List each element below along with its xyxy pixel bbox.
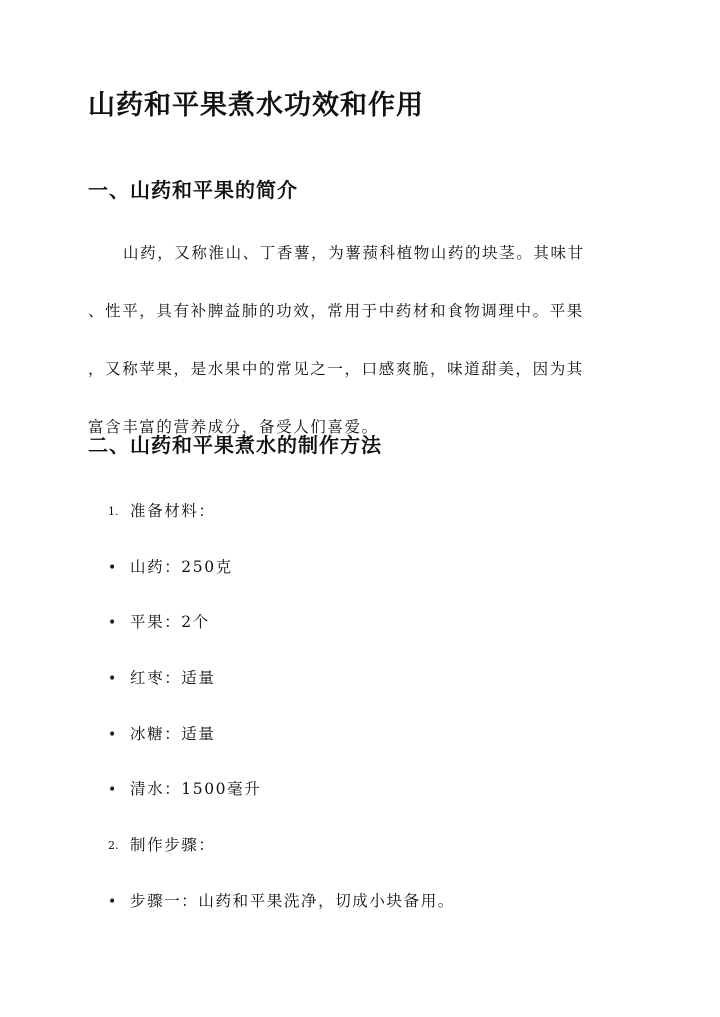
list-number: 1. (108, 505, 119, 518)
bullet-icon: • (108, 671, 117, 687)
paragraph-line: 山药，又称淮山、丁香薯，为薯蓣科植物山药的块茎。其味甘 (123, 244, 585, 262)
section-heading-intro: 一、山药和平果的简介 (88, 178, 298, 202)
document-title: 山药和平果煮水功效和作用 (88, 90, 424, 121)
bullet-icon: • (108, 727, 117, 743)
list-number: 2. (108, 839, 119, 852)
list-item (108, 610, 210, 635)
paragraph-line: 、性平，具有补脾益肺的功效，常用于中药材和食物调理中。平果 (88, 302, 584, 320)
list-item-text: 冰糖：适量 (130, 725, 216, 743)
list-item (108, 722, 216, 747)
bullet-icon: • (108, 894, 117, 910)
list-item-text: 山药：250克 (130, 558, 233, 576)
list-item (108, 555, 233, 580)
list-item-text: 制作步骤： (130, 836, 216, 854)
list-item (108, 777, 261, 802)
paragraph-line: 富含丰富的营养成分，备受人们喜爱。 (88, 418, 379, 436)
list-item-text: 准备材料： (130, 502, 216, 520)
paragraph-line: ，又称苹果，是水果中的常见之一，口感爽脆，味道甜美，因为其 (88, 360, 584, 378)
list-item-text: 红枣：适量 (130, 669, 216, 687)
bullet-icon: • (108, 782, 117, 798)
section-heading-method: 二、山药和平果煮水的制作方法 (88, 433, 382, 457)
bullet-icon: • (108, 560, 117, 576)
bullet-icon: • (108, 615, 117, 631)
list-item (108, 889, 455, 914)
intro-paragraph (88, 224, 633, 456)
list-item (108, 833, 216, 858)
list-item (108, 499, 216, 524)
list-item-text: 步骤一：山药和平果洗净，切成小块备用。 (130, 892, 455, 910)
list-item (108, 666, 216, 691)
list-item-text: 清水：1500毫升 (130, 780, 262, 798)
list-item-text: 平果：2个 (130, 613, 210, 631)
